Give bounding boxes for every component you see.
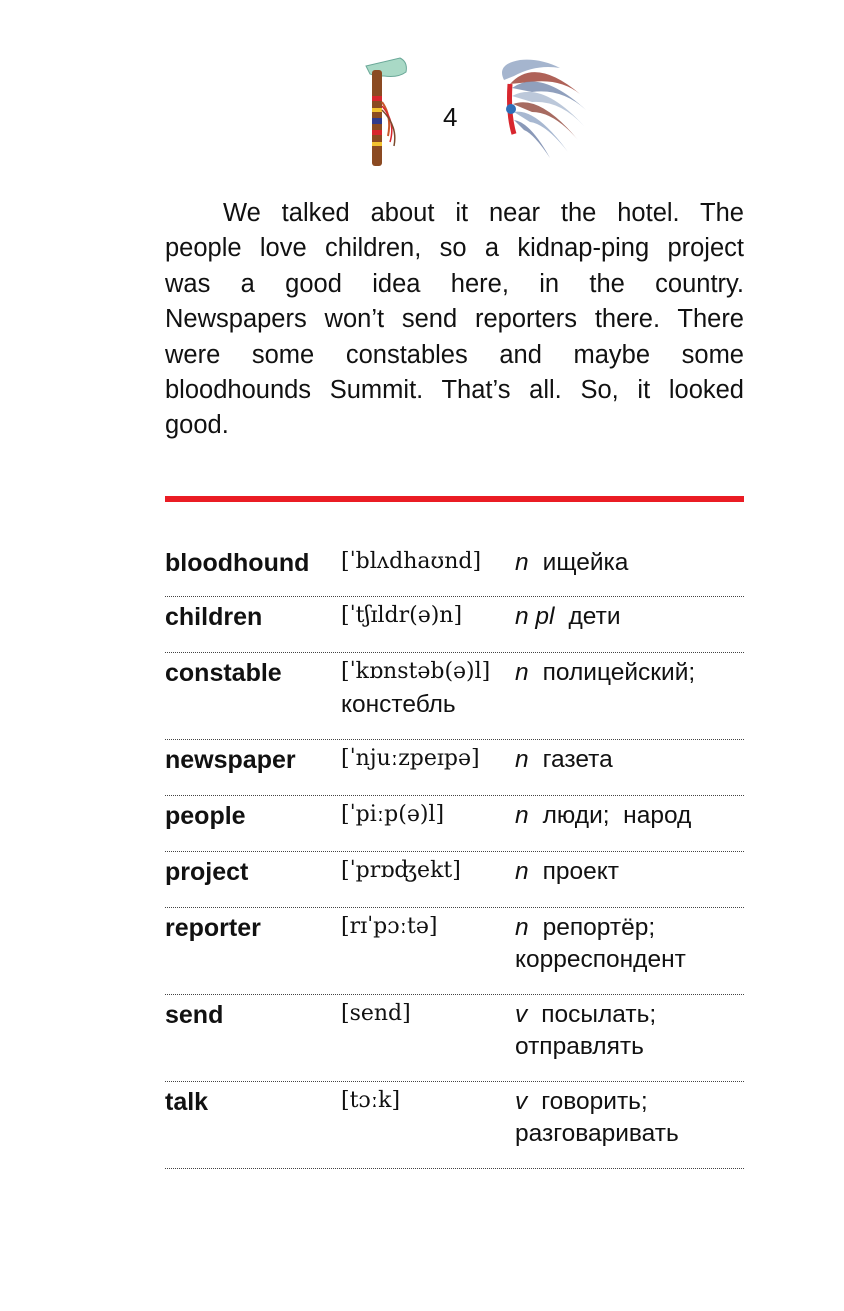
vocab-translation: полицейский; bbox=[542, 659, 696, 686]
vocab-part-of-speech: n bbox=[515, 802, 529, 829]
vocab-transcription: [ˈpiːp(ə)l] bbox=[341, 802, 445, 827]
feather-headdress-icon bbox=[480, 54, 590, 164]
vocab-translation: газета bbox=[542, 746, 613, 773]
vocab-translation: посылать; bbox=[541, 1001, 657, 1028]
vocab-word: talk bbox=[165, 1088, 209, 1116]
vocab-translation-continued: констебль bbox=[341, 691, 456, 718]
vocab-translation: люди; народ bbox=[542, 802, 692, 829]
vocab-part-of-speech: n bbox=[515, 746, 529, 773]
vocab-translation-continued: разговаривать bbox=[515, 1120, 679, 1147]
vocab-part-of-speech: v bbox=[515, 1001, 528, 1028]
vocab-part-of-speech: v bbox=[515, 1088, 528, 1115]
vocab-transcription: [rɪˈpɔːtə] bbox=[341, 914, 438, 939]
vocab-translation: репортёр; bbox=[542, 914, 656, 941]
vocab-word: constable bbox=[165, 659, 282, 687]
story-paragraph: We talked about it near the hotel. The people love children, so a kidnap-ping project was a good idea here, in the country. Newspapers won’t send reporters there. There were some constables and maybe some bloodhounds Summit. That’s all. So, it looked good. bbox=[165, 199, 744, 440]
vocab-transcription: [ˈnjuːzpeɪpə] bbox=[341, 746, 480, 771]
vocab-part-of-speech: n bbox=[515, 659, 529, 686]
vocab-part-of-speech: n bbox=[515, 549, 529, 576]
vocab-transcription: [ˈkɒnstəb(ə)l] bbox=[341, 659, 491, 684]
vocab-row-project bbox=[165, 852, 744, 908]
vocab-transcription: [tɔːk] bbox=[341, 1088, 401, 1113]
page-number: 4 bbox=[443, 102, 458, 132]
vocab-row-talk bbox=[165, 1082, 744, 1169]
vocab-part-of-speech: n bbox=[515, 858, 529, 885]
vocab-transcription: [ˈtʃɪldr(ə)n] bbox=[341, 603, 463, 628]
vocab-row-send bbox=[165, 995, 744, 1082]
vocab-part-of-speech: n bbox=[515, 914, 529, 941]
section-divider bbox=[165, 496, 744, 502]
vocab-row-constable bbox=[165, 653, 744, 740]
vocab-row-newspaper bbox=[165, 740, 744, 796]
vocab-translation: ищейка bbox=[542, 549, 629, 576]
vocab-word: send bbox=[165, 1001, 224, 1029]
vocab-translation-continued: отправлять bbox=[515, 1033, 644, 1060]
vocab-word: people bbox=[165, 802, 246, 830]
vocab-row-bloodhound bbox=[165, 543, 744, 597]
vocab-row-reporter bbox=[165, 908, 744, 995]
vocab-word: children bbox=[165, 603, 263, 631]
vocab-word: newspaper bbox=[165, 746, 296, 774]
vocab-row-children bbox=[165, 597, 744, 653]
vocab-translation: говорить; bbox=[541, 1088, 648, 1115]
vocab-transcription: [ˈprɒʤekt] bbox=[341, 858, 461, 883]
vocab-row-people bbox=[165, 796, 744, 852]
page-header bbox=[0, 50, 844, 170]
tomahawk-icon bbox=[348, 56, 412, 166]
vocab-word: bloodhound bbox=[165, 549, 310, 577]
vocab-translation: дети bbox=[568, 603, 621, 630]
vocab-transcription: [ˈblʌdhaʊnd] bbox=[341, 549, 482, 574]
vocab-word: project bbox=[165, 858, 249, 886]
vocabulary-list bbox=[165, 543, 744, 1169]
vocab-transcription: [send] bbox=[341, 1001, 411, 1026]
vocab-translation: проект bbox=[542, 858, 619, 885]
vocab-translation-continued: корреспондент bbox=[515, 946, 686, 973]
vocab-part-of-speech: n pl bbox=[515, 603, 555, 630]
vocab-word: reporter bbox=[165, 914, 261, 942]
